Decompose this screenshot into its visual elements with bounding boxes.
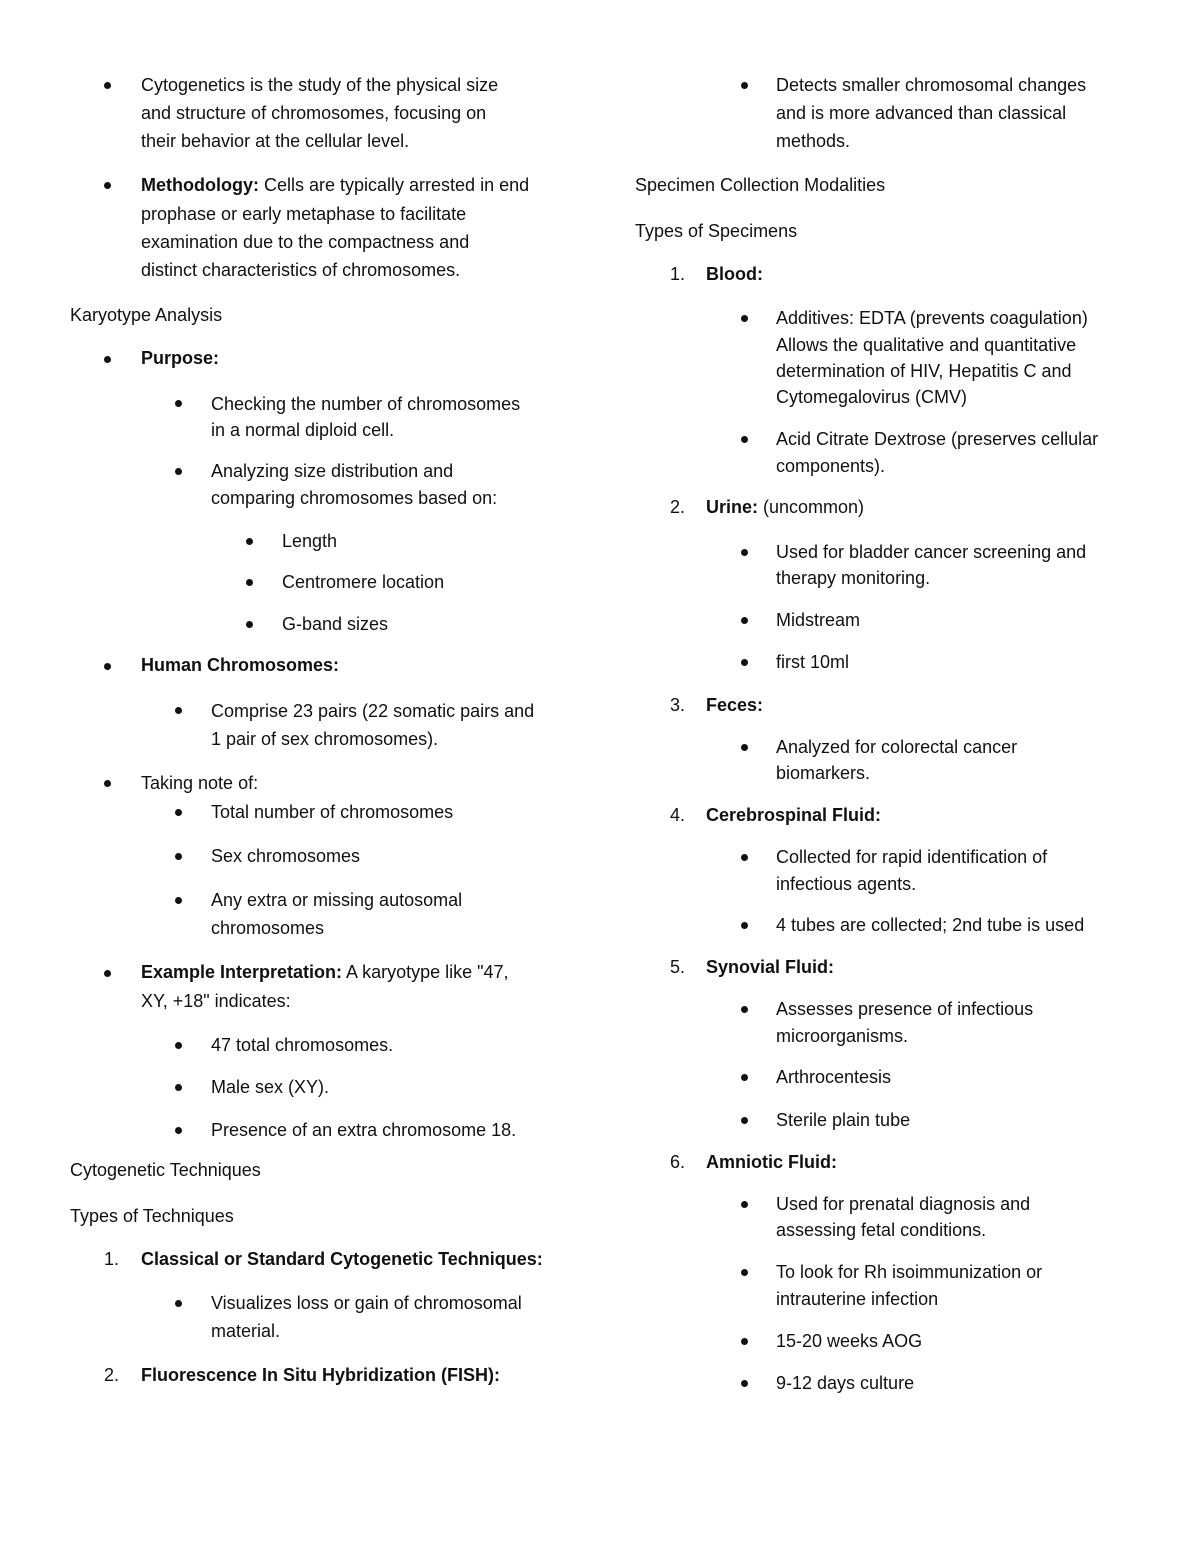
bullet-icon xyxy=(175,1127,182,1134)
amniotic-item: 15-20 weeks AOG xyxy=(776,1331,923,1351)
bullet-icon xyxy=(741,436,748,443)
taking-note-label: Taking note of: xyxy=(141,773,259,793)
bullet-icon xyxy=(104,82,111,89)
criteria-item: Centromere location xyxy=(282,572,445,592)
synovial-item: microorganisms. xyxy=(776,1026,909,1046)
section-heading-karyotype: Karyotype Analysis xyxy=(70,305,223,325)
bullet-icon xyxy=(741,1201,748,1208)
synovial-item: Arthrocentesis xyxy=(776,1067,892,1087)
example-text: A karyotype like "47, xyxy=(342,962,509,982)
fish-item: methods. xyxy=(776,131,851,151)
methodology-line: distinct characteristics of chromosomes. xyxy=(141,260,461,280)
blood-item: components). xyxy=(776,456,886,476)
list-number: 4. xyxy=(670,805,686,825)
bullet-icon xyxy=(104,356,111,363)
human-item: 1 pair of sex chromosomes). xyxy=(211,729,439,749)
list-number: 6. xyxy=(670,1152,686,1172)
bullet-icon xyxy=(246,538,253,545)
blood-item: Additives: EDTA (prevents coagulation) xyxy=(776,308,1088,328)
bullet-icon xyxy=(104,663,111,670)
amniotic-item: Used for prenatal diagnosis and xyxy=(776,1194,1031,1214)
bullet-icon xyxy=(741,1074,748,1081)
bullet-icon xyxy=(175,1042,182,1049)
list-number: 3. xyxy=(670,695,686,715)
bullet-icon xyxy=(741,1380,748,1387)
example-item: Male sex (XY). xyxy=(211,1077,330,1097)
feces-item: Analyzed for colorectal cancer xyxy=(776,737,1018,757)
human-item: Comprise 23 pairs (22 somatic pairs and xyxy=(211,701,535,721)
specimen-synovial-label: Synovial Fluid: xyxy=(706,957,835,977)
bullet-icon xyxy=(246,579,253,586)
bullet-icon xyxy=(175,707,182,714)
bullet-icon xyxy=(104,780,111,787)
purpose-item: in a normal diploid cell. xyxy=(211,420,395,440)
specimen-blood-label: Blood: xyxy=(706,264,763,284)
urine-item: first 10ml xyxy=(776,652,850,672)
bullet-icon xyxy=(741,549,748,556)
human-chromosomes-label: Human Chromosomes: xyxy=(141,655,340,675)
bullet-icon xyxy=(741,854,748,861)
bullet-icon xyxy=(741,659,748,666)
example-label: Example Interpretation: xyxy=(141,962,343,982)
example-item: Presence of an extra chromosome 18. xyxy=(211,1120,517,1140)
section-heading-techniques: Cytogenetic Techniques xyxy=(70,1160,261,1180)
section-heading-technique-types: Types of Techniques xyxy=(70,1206,234,1226)
amniotic-item: intrauterine infection xyxy=(776,1289,939,1309)
criteria-item: Length xyxy=(282,531,338,551)
intro-line: their behavior at the cellular level. xyxy=(141,131,410,151)
synovial-item: Sterile plain tube xyxy=(776,1110,911,1130)
list-number: 2. xyxy=(670,497,686,517)
bullet-icon xyxy=(741,1269,748,1276)
technique-2-label: Fluorescence In Situ Hybridization (FISH): xyxy=(141,1365,501,1385)
purpose-label: Purpose: xyxy=(141,348,220,368)
methodology-text: Cells are typically arrested in end xyxy=(258,175,530,195)
amniotic-item: assessing fetal conditions. xyxy=(776,1220,987,1240)
bullet-icon xyxy=(104,970,111,977)
note-item: chromosomes xyxy=(211,918,325,938)
urine-note: (uncommon) xyxy=(758,497,865,517)
urine-item: therapy monitoring. xyxy=(776,568,931,588)
list-number: 2. xyxy=(104,1365,120,1385)
bullet-icon xyxy=(741,1117,748,1124)
technique-1-item: Visualizes loss or gain of chromosomal xyxy=(211,1293,522,1313)
bullet-icon xyxy=(741,1338,748,1345)
bullet-icon xyxy=(741,315,748,322)
fish-item: Detects smaller chromosomal changes xyxy=(776,75,1087,95)
specimen-urine-line xyxy=(706,494,864,521)
criteria-item: G-band sizes xyxy=(282,614,389,634)
example-line: XY, +18" indicates: xyxy=(141,991,291,1011)
technique-1-item: material. xyxy=(211,1321,281,1341)
bullet-icon xyxy=(741,744,748,751)
section-heading-specimen: Specimen Collection Modalities xyxy=(635,175,886,195)
example-item: 47 total chromosomes. xyxy=(211,1035,394,1055)
bullet-icon xyxy=(175,897,182,904)
section-heading-specimen-types: Types of Specimens xyxy=(635,221,798,241)
bullet-icon xyxy=(246,621,253,628)
amniotic-item: 9-12 days culture xyxy=(776,1373,915,1393)
bullet-icon xyxy=(175,1300,182,1307)
blood-item: determination of HIV, Hepatitis C and xyxy=(776,361,1072,381)
bullet-icon xyxy=(741,82,748,89)
note-item: Sex chromosomes xyxy=(211,846,361,866)
bullet-icon xyxy=(741,922,748,929)
blood-item: Acid Citrate Dextrose (preserves cellular xyxy=(776,429,1099,449)
purpose-item: Checking the number of chromosomes xyxy=(211,394,521,414)
bullet-icon xyxy=(104,182,111,189)
intro-line: and structure of chromosomes, focusing on xyxy=(141,103,487,123)
bullet-icon xyxy=(175,853,182,860)
urine-item: Midstream xyxy=(776,610,861,630)
csf-item: Collected for rapid identification of xyxy=(776,847,1048,867)
methodology-line: prophase or early metaphase to facilitate xyxy=(141,204,467,224)
specimen-feces-label: Feces: xyxy=(706,695,764,715)
specimen-urine-label: Urine: xyxy=(706,497,759,517)
bullet-icon xyxy=(175,400,182,407)
bullet-icon xyxy=(175,1084,182,1091)
list-number: 5. xyxy=(670,957,686,977)
fish-item: and is more advanced than classical xyxy=(776,103,1067,123)
methodology-label: Methodology: xyxy=(141,175,259,195)
feces-item: biomarkers. xyxy=(776,763,871,783)
csf-item: infectious agents. xyxy=(776,874,917,894)
amniotic-item: To look for Rh isoimmunization or xyxy=(776,1262,1043,1282)
bullet-icon xyxy=(175,468,182,475)
methodology-line: examination due to the compactness and xyxy=(141,232,470,252)
bullet-icon xyxy=(741,617,748,624)
note-item: Total number of chromosomes xyxy=(211,802,454,822)
bullet-icon xyxy=(175,809,182,816)
purpose-item: Analyzing size distribution and xyxy=(211,461,454,481)
note-item: Any extra or missing autosomal xyxy=(211,890,463,910)
blood-item: Cytomegalovirus (CMV) xyxy=(776,387,968,407)
list-number: 1. xyxy=(104,1249,120,1269)
technique-1-label: Classical or Standard Cytogenetic Techniques: xyxy=(141,1249,543,1269)
bullet-icon xyxy=(741,1006,748,1013)
intro-line: Cytogenetics is the study of the physical size xyxy=(141,75,499,95)
urine-item: Used for bladder cancer screening and xyxy=(776,542,1087,562)
methodology-line xyxy=(141,172,529,199)
blood-item: Allows the qualitative and quantitative xyxy=(776,335,1077,355)
specimen-amniotic-label: Amniotic Fluid: xyxy=(706,1152,837,1172)
csf-item: 4 tubes are collected; 2nd tube is used xyxy=(776,915,1085,935)
purpose-item: comparing chromosomes based on: xyxy=(211,488,498,508)
synovial-item: Assesses presence of infectious xyxy=(776,999,1034,1019)
example-line xyxy=(141,959,509,986)
list-number: 1. xyxy=(670,264,686,284)
specimen-csf-label: Cerebrospinal Fluid: xyxy=(706,805,882,825)
